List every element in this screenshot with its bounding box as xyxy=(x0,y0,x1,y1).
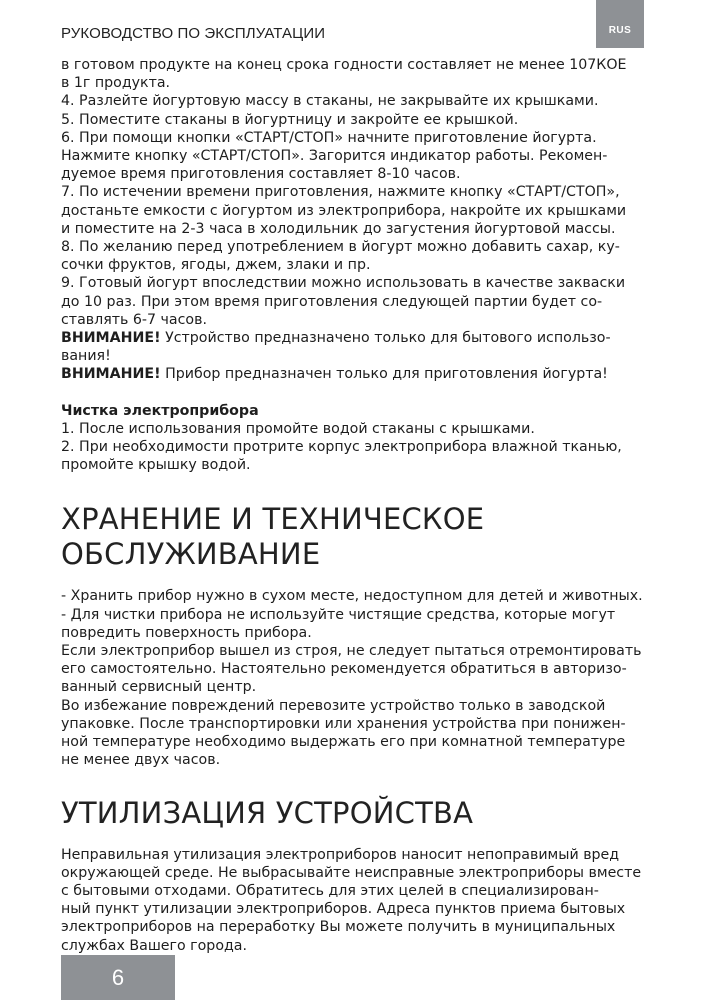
warning-2 xyxy=(61,365,651,383)
warning-label: ВНИМАНИЕ! xyxy=(61,366,161,383)
text-line: ный пункт утилизации электроприборов. Адреса пунктов приема бытовых xyxy=(61,901,626,918)
running-header: РУКОВОДСТВО ПО ЭКСПЛУАТАЦИИ xyxy=(61,25,326,42)
text-line: - Для чистки прибора не используйте чистящие средства, которые могут xyxy=(61,606,616,623)
storage-section xyxy=(61,502,651,769)
language-tab: RUS xyxy=(596,0,644,48)
text-line: достаньте емкости с йогуртом из электроприбора, накройте их крышками xyxy=(61,202,627,219)
cleaning-section xyxy=(61,402,651,475)
text-line: ной температуре необходимо выдержать его при комнатной температуре xyxy=(61,734,626,751)
text-line: службах Вашего города. xyxy=(61,937,248,954)
text-line: не менее двух часов. xyxy=(61,752,221,769)
text-line: повредить поверхность прибора. xyxy=(61,624,312,641)
text-line: дуемое время приготовления составляет 8-10 часов. xyxy=(61,166,461,183)
text-line: до 10 раз. При этом время приготовления следующей партии будет со- xyxy=(61,293,603,310)
text-line: сочки фруктов, ягоды, джем, злаки и пр. xyxy=(61,257,371,274)
text-line: Нажмите кнопку «СТАРТ/СТОП». Загорится индикатор работы. Рекомен- xyxy=(61,148,608,165)
text-line: Неправильная утилизация электроприборов наносит непоправимый вред xyxy=(61,846,620,863)
text-line: в 1г продукта. xyxy=(61,75,171,92)
text-line: 1. После использования промойте водой стаканы с крышками. xyxy=(61,420,535,437)
text-line: промойте крышку водой. xyxy=(61,457,251,474)
text-line: 6. При помощи кнопки «СТАРТ/СТОП» начните приготовление йогурта. xyxy=(61,129,597,146)
text-line: в готовом продукте на конец срока годности составляет не менее 107КОЕ xyxy=(61,57,627,73)
section-heading: ОБСЛУЖИВАНИЕ xyxy=(61,537,321,572)
intro-block xyxy=(61,56,651,329)
text-line: окружающей среде. Не выбрасывайте неисправные электроприборы вместе xyxy=(61,864,642,881)
disposal-section xyxy=(61,796,651,955)
text-line: 7. По истечении времени приготовления, нажмите кнопку «СТАРТ/СТОП», xyxy=(61,184,620,201)
text-line: 4. Разлейте йогуртовую массу в стаканы, не закрывайте их крышками. xyxy=(61,93,599,110)
text-line: его самостоятельно. Настоятельно рекомендуется обратиться в авторизо- xyxy=(61,661,627,678)
text-line: - Хранить прибор нужно в сухом месте, недоступном для детей и животных. xyxy=(61,588,643,605)
section-heading: ХРАНЕНИЕ И ТЕХНИЧЕСКОЕ xyxy=(61,502,485,537)
warning-text: Устройство предназначено только для бытового использо- xyxy=(160,330,611,347)
text-line: с бытовыми отходами. Обратитесь для этих целей в специализирован- xyxy=(61,882,599,899)
text-line: упаковке. После транспортировки или хранения устройства при понижен- xyxy=(61,715,626,732)
page-number: 6 xyxy=(61,955,175,1000)
section-heading: УТИЛИЗАЦИЯ УСТРОЙСТВА xyxy=(61,795,474,830)
warning-label: ВНИМАНИЕ! xyxy=(61,330,161,347)
warning-text: Прибор предназначен только для приготовления йогурта! xyxy=(160,366,608,383)
warning-1 xyxy=(61,329,651,365)
text-line: ставлять 6-7 часов. xyxy=(61,311,207,328)
text-line: электроприборов на переработку Вы можете получить в муниципальных xyxy=(61,919,616,936)
text-line: и поместите на 2-3 часа в холодильник до загустения йогуртовой массы. xyxy=(61,220,616,237)
text-line: Если электроприбор вышел из строя, не следует пытаться отремонтировать xyxy=(61,643,642,660)
text-line: 2. При необходимости протрите корпус электроприбора влажной тканью, xyxy=(61,439,622,456)
text-line: Во избежание повреждений перевозите устройство только в заводской xyxy=(61,697,606,714)
text-line: 9. Готовый йогурт впоследствии можно использовать в качестве закваски xyxy=(61,275,626,292)
page-content xyxy=(61,56,651,955)
text-line: ванный сервисный центр. xyxy=(61,679,257,696)
warning-text: вания! xyxy=(61,348,111,365)
text-line: 5. Поместите стаканы в йогуртницу и закройте ее крышкой. xyxy=(61,111,519,128)
text-line: 8. По желанию перед употреблением в йогурт можно добавить сахар, ку- xyxy=(61,239,620,256)
cleaning-title: Чистка электроприбора xyxy=(61,402,259,419)
